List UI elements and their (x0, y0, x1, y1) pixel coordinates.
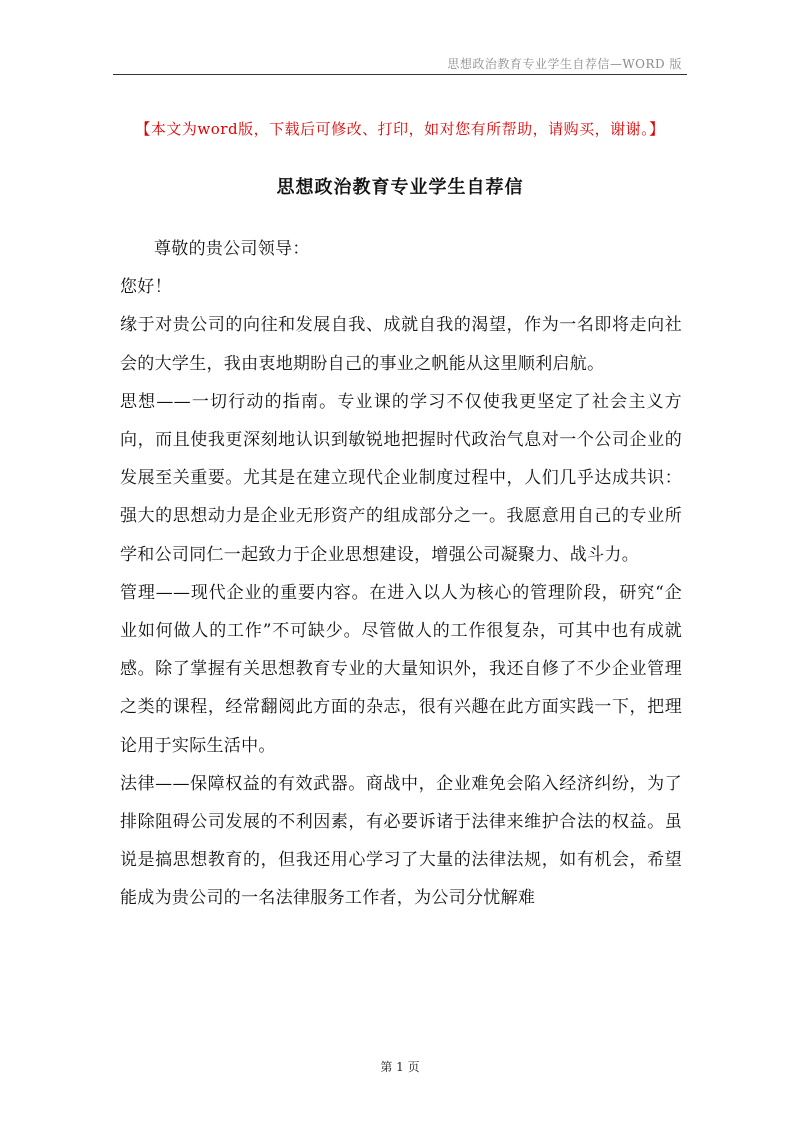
page-number: 第 1 页 (380, 1060, 420, 1074)
paragraph-intro: 缘于对贵公司的向往和发展自我、成就自我的渴望，作为一名即将走向社会的大学生，我由衷地期盼自己的事业之帆能从这里顺利启航。 (120, 315, 682, 374)
document-title: 思想政治教育专业学生自荐信 (276, 177, 524, 198)
paragraph-law: 法律——保障权益的有效武器。商战中，企业难免会陷入经济纠纷，为了排除阻碍公司发展的不利因素，有必要诉诸于法律来维护合法的权益。虽说是搞思想教育的，但我还用心学习了大量的法律法规，如有机会，希望能成为贵公司的一名法律服务工作者，为公司分忧解难 (120, 773, 682, 909)
page-header: 思想政治教育专业学生自荐信—WORD 版 (447, 57, 682, 71)
greeting: 您好！ (120, 277, 172, 298)
header-divider (113, 74, 687, 75)
purchase-notice: 【本文为word版，下载后可修改、打印，如对您有所帮助，请购买，谢谢。】 (135, 120, 665, 138)
document-body (120, 230, 682, 918)
paragraph-thought: 思想——一切行动的指南。专业课的学习不仅使我更坚定了社会主义方向，而且使我更深刻地认识到敏锐地把握时代政治气息对一个公司企业的发展至关重要。尤其是在建立现代企业制度过程中，人们几乎达成共识：强大的思想动力是企业无形资产的组成部分之一。我愿意用自己的专业所学和公司同仁一起致力于企业思想建设，增强公司凝聚力、战斗力。 (120, 391, 682, 565)
salutation: 尊敬的贵公司领导： (154, 239, 310, 259)
paragraph-management: 管理——现代企业的重要内容。在进入以人为核心的管理阶段，研究“企业如何做人的工作”不可缺少。尽管做人的工作很复杂，可其中也有成就感。除了掌握有关思想教育专业的大量知识外，我还自修了不少企业管理之类的课程，经常翻阅此方面的杂志，很有兴趣在此方面实践一下，把理论用于实际生活中。 (120, 582, 682, 756)
